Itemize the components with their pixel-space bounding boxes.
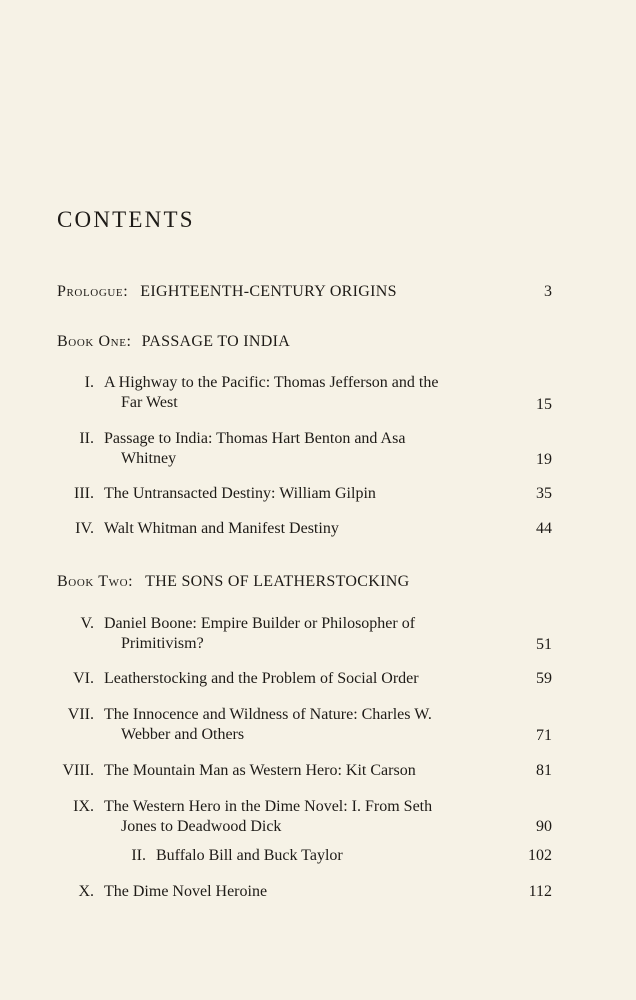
entry-number: X. xyxy=(78,883,94,900)
entry-title-line1: Passage to India: Thomas Hart Benton and Asa xyxy=(104,430,406,447)
entry-title xyxy=(104,797,520,837)
book-one-lead: Book One: xyxy=(57,333,132,350)
book-two-title: THE SONS OF LEATHERSTOCKING xyxy=(145,573,410,590)
entry-title-line1: Daniel Boone: Empire Builder or Philosopher of xyxy=(104,615,416,632)
entry-page: 59 xyxy=(536,670,552,687)
entry-number: III. xyxy=(74,485,94,502)
entry-page: 102 xyxy=(528,847,552,864)
entry-number: IV. xyxy=(75,520,94,537)
entry-title xyxy=(104,705,520,745)
contents-heading: CONTENTS xyxy=(57,207,195,232)
entry-title-line1: The Western Hero in the Dime Novel: I. From Seth xyxy=(104,798,433,815)
entry-number: VII. xyxy=(67,706,94,723)
prologue-line xyxy=(57,283,552,301)
entry-title-line1: The Innocence and Wildness of Nature: Charles W. xyxy=(104,706,432,723)
entry-title-line1: A Highway to the Pacific: Thomas Jefferson and the xyxy=(104,374,439,391)
entry-title: The Untransacted Destiny: William Gilpin xyxy=(104,485,376,502)
entry-number: VI. xyxy=(73,670,94,687)
entry-title-line2: Jones to Deadwood Dick xyxy=(121,818,282,835)
entry-number: VIII. xyxy=(62,762,94,779)
entry-page: 19 xyxy=(536,451,552,468)
entry-title-line2: Whitney xyxy=(121,450,177,467)
entry-title: The Mountain Man as Western Hero: Kit Carson xyxy=(104,762,416,779)
entry-page: 112 xyxy=(528,883,552,900)
entry-number: I. xyxy=(84,374,94,391)
entry-page: 90 xyxy=(536,818,552,835)
entry-page: 51 xyxy=(536,636,552,653)
entry-title xyxy=(104,614,520,654)
entry-number: V. xyxy=(80,615,94,632)
prologue-page: 3 xyxy=(544,283,552,300)
entry-number: II. xyxy=(79,430,94,447)
book-two-heading xyxy=(57,573,552,591)
entry-number: II. xyxy=(131,847,146,864)
prologue-lead: Prologue: xyxy=(57,283,129,300)
book-one-heading xyxy=(57,333,552,351)
entry-title: The Dime Novel Heroine xyxy=(104,883,268,900)
book-two-lead: Book Two: xyxy=(57,573,134,590)
book-one-title: PASSAGE TO INDIA xyxy=(141,333,291,350)
entry-title xyxy=(104,373,520,413)
entry-title xyxy=(104,429,520,469)
entry-number: IX. xyxy=(73,798,94,815)
entry-title: Buffalo Bill and Buck Taylor xyxy=(156,847,343,864)
entry-page: 81 xyxy=(536,762,552,779)
prologue-title: EIGHTEENTH-CENTURY ORIGINS xyxy=(140,283,397,300)
entry-page: 15 xyxy=(536,396,552,413)
entry-title: Walt Whitman and Manifest Destiny xyxy=(104,520,339,537)
entry-title-line2: Far West xyxy=(121,394,178,411)
entry-page: 71 xyxy=(536,727,552,744)
entry-title-line2: Primitivism? xyxy=(121,635,204,652)
entry-page: 44 xyxy=(536,520,552,537)
entry-title-line2: Webber and Others xyxy=(121,726,245,743)
entry-title: Leatherstocking and the Problem of Social Order xyxy=(104,670,419,687)
entry-page: 35 xyxy=(536,485,552,502)
